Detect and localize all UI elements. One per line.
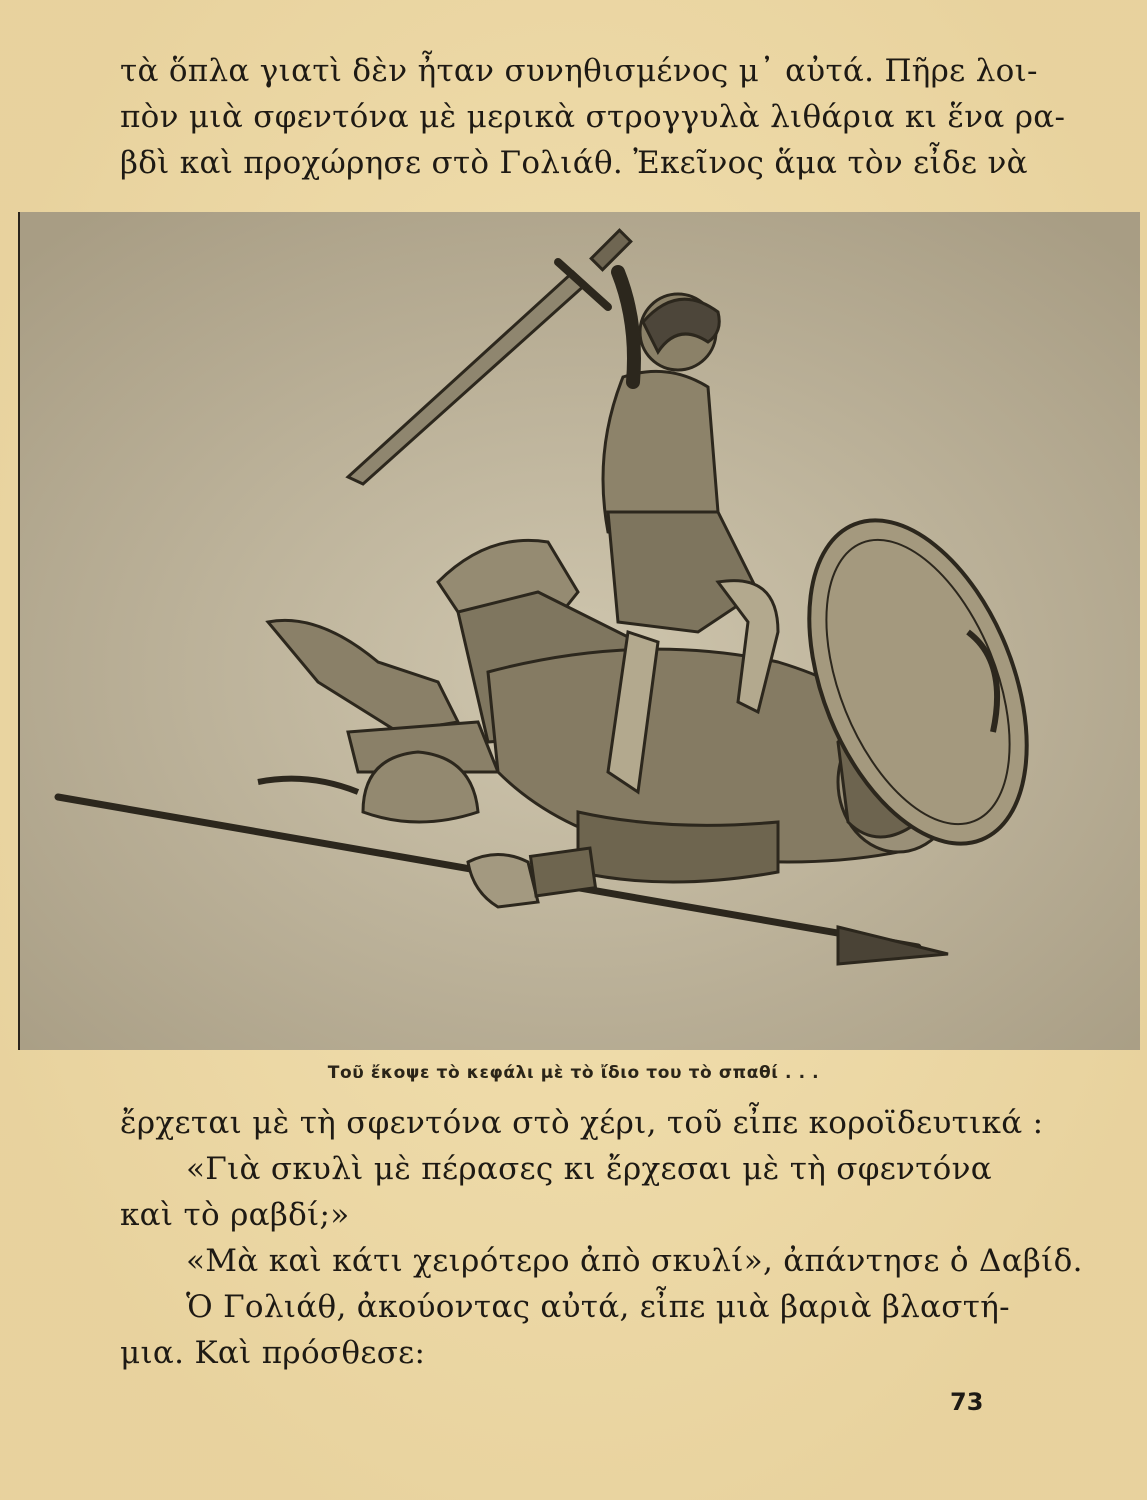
text-line: τὰ ὅπλα γιατὶ δὲν ἦταν συνηθισμένος μ᾿ αὐτά. Πῆρε λοι- — [120, 53, 1038, 89]
david-goliath-icon — [18, 212, 1140, 1050]
text-line: ἔρχεται μὲ τὴ σφεντόνα στὸ χέρι, τοῦ εἶπε κοροϊδευτικά : — [120, 1105, 1044, 1141]
text-line: Ὁ Γολιάθ, ἀκούοντας αὐτά, εἶπε μιὰ βαριὰ βλαστή- — [186, 1289, 1010, 1325]
text-line: βδὶ καὶ προχώρησε στὸ Γολιάθ. Ἐκεῖνος ἅμα τὸν εἶδε νὰ — [120, 145, 1028, 181]
text-line: «Γιὰ σκυλὶ μὲ πέρασες κι ἔρχεσαι μὲ τὴ σφεντόνα — [186, 1151, 992, 1187]
figure-caption: Τοῦ ἔκοψε τὸ κεφάλι μὲ τὸ ἴδιο του τὸ σπαθί . . . — [327, 1063, 820, 1083]
text-line: μια. Καὶ πρόσθεσε: — [120, 1335, 426, 1371]
illustration-david-goliath — [18, 212, 1140, 1050]
text-line: πὸν μιὰ σφεντόνα μὲ μερικὰ στρογγυλὰ λιθάρια κι ἕνα ρα- — [120, 99, 1066, 135]
text-line: καὶ τὸ ραβδί;» — [120, 1197, 350, 1233]
text-line: «Μὰ καὶ κάτι χειρότερο ἀπὸ σκυλί», ἀπάντησε ὁ Δαβίδ. — [186, 1243, 1083, 1279]
page-number: 73 — [950, 1388, 984, 1416]
top-paragraph — [120, 48, 1066, 186]
bottom-paragraph — [120, 1100, 1083, 1376]
